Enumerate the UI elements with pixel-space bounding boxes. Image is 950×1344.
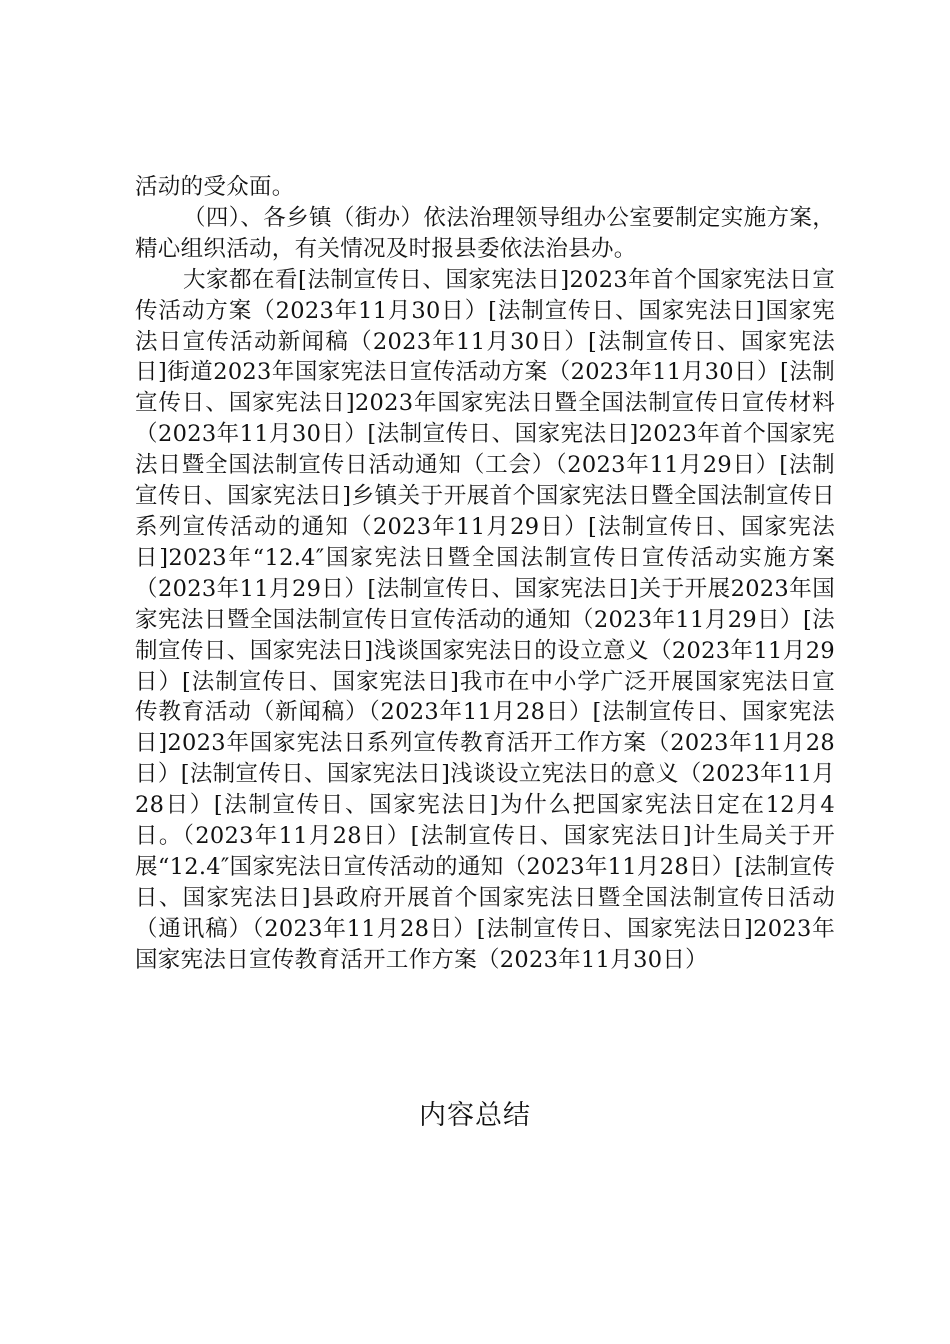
paragraph-related-articles: 大家都在看[法制宣传日、国家宪法日]2023年首个国家宪法日宣传活动方案（2023年11月30日）[法制宣传日、国家宪法日]国家宪法日宣传活动新闻稿（2023年11月30日）[法制宣传日、国家宪法日]街道2023年国家宪法日宣传活动方案（2023年11月30日）[法制宣传日、国家宪法日]2023年国家宪法日暨全国法制宣传日宣传材料（2023年11月30日）[法制宣传日、国家宪法日]2023年首个国家宪法日暨全国法制宣传日活动通知（工会）（2023年11月29日）[法制宣传日、国家宪法日]乡镇关于开展首个国家宪法日暨全国法制宣传日系列宣传活动的通知（2023年11月29日）[法制宣传日、国家宪法日]2023年“12.4″国家宪法日暨全国法制宣传日宣传活动实施方案（2023年11月29日）[法制宣传日、国家宪法日]关于开展2023年国家宪法日暨全国法制宣传日宣传活动的通知（2023年11月29日）[法制宣传日、国家宪法日]浅谈国家宪法日的设立意义（2023年11月29日）[法制宣传日、国家宪法日]我市在中小学广泛开展国家宪法日宣传教育活动（新闻稿）（2023年11月28日）[法制宣传日、国家宪法日]2023年国家宪法日系列宣传教育活开工作方案（2023年11月28日）[法制宣传日、国家宪法日]浅谈设立宪法日的意义（2023年11月28日）[法制宣传日、国家宪法日]为什么把国家宪法日定在12月4日。（2023年11月28日）[法制宣传日、国家宪法日]计生局关于开展“12.4″国家宪法日宣传活动的通知（2023年11月28日）[法制宣传日、国家宪法日]县政府开展首个国家宪法日暨全国法制宣传日活动（通讯稿）（2023年11月28日）[法制宣传日、国家宪法日]2023年国家宪法日宣传教育活开工作方案（2023年11月30日） (135, 266, 835, 973)
document-body (135, 172, 835, 976)
paragraph-item-four: （四）、各乡镇（街办）依法治理领导组办公室要制定实施方案，精心组织活动，有关情况及时报县委依法治县办。 (135, 204, 835, 262)
summary-heading: 内容总结 (419, 1100, 531, 1131)
paragraph-continuation: 活动的受众面。 (135, 174, 295, 200)
